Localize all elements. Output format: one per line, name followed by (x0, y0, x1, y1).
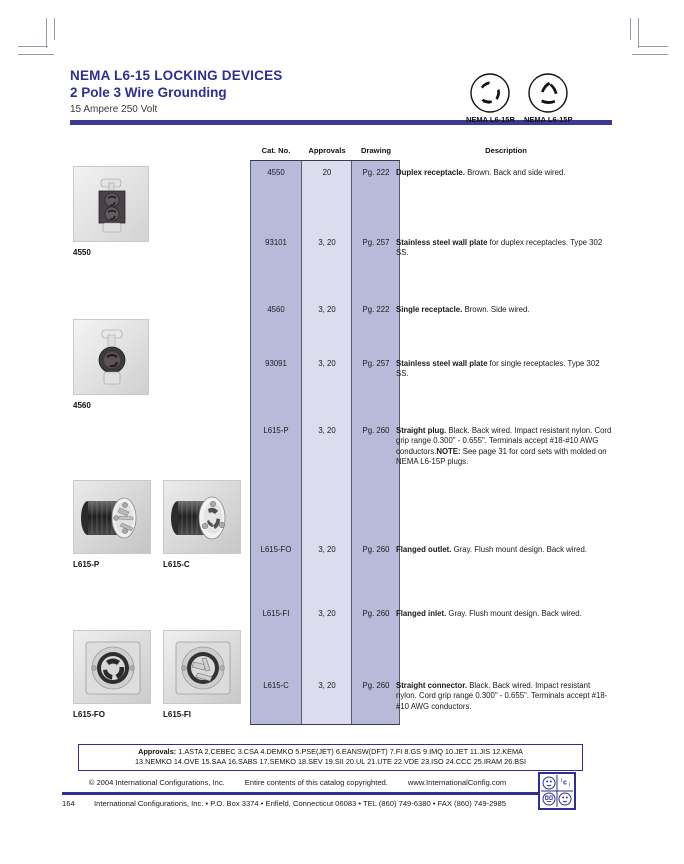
desc-rest: Gray. Flush mount design. Back wired. (451, 545, 587, 554)
nema-symbol-receptacle-label: NEMA L6-15R (466, 115, 515, 124)
approvals-list-1: 1.ASTA 2.CEBEC 3.CSA 4.DEMKO 5.PSE(JET) 6.EANSW(DFT) 7.FI 8.GS 9.IMQ 10.JET 11.JIS 12.KEMA (178, 747, 523, 756)
cell-description (396, 305, 612, 315)
approvals-label: Approvals: (138, 747, 177, 756)
cell-cat-no: L615-FI (262, 609, 290, 618)
photo-caption: L615-P (73, 560, 100, 569)
photo-caption: 4560 (73, 401, 91, 410)
product-photo-pair-flanged (73, 630, 241, 719)
cell-approvals: 3, 20 (318, 426, 336, 435)
address-line: International Configurations, Inc. • P.O. Box 3374 • Enfield, Connecticut 06083 • TEL (860) 749-6380 • FAX (860) 749-2985 (94, 799, 506, 808)
product-photo-l615-fo (73, 630, 151, 719)
desc-bold: Straight plug. (396, 426, 447, 435)
desc-rest: Black. Back wired. Impact resistant nylon. Cord grip range 0.300" - 0.655". Terminals accept #18-#10 AWG conductors. (396, 426, 612, 456)
product-photo-pair-plug-connector (73, 480, 241, 569)
desc-bold: Stainless steel wall plate (396, 359, 488, 368)
cell-approvals: 3, 20 (318, 359, 336, 368)
website-link[interactable]: www.InternationalConfig.com (407, 778, 507, 787)
nema-symbol-plug-label: NEMA L6-15P (524, 115, 573, 124)
cell-approvals: 20 (322, 168, 332, 177)
page-subtitle: 2 Pole 3 Wire Grounding (70, 85, 227, 100)
cell-cat-no: L615-FO (260, 545, 292, 554)
cell-drawing: Pg. 257 (362, 359, 390, 368)
cell-drawing: Pg. 222 (362, 168, 390, 177)
desc-bold: Duplex receptacle. (396, 168, 465, 177)
photo-caption: 4550 (73, 248, 91, 257)
approvals-line-1 (83, 747, 578, 757)
catalog-note-text: Entire contents of this catalog copyrighted. (244, 778, 388, 787)
nema-symbol-receptacle (466, 72, 514, 124)
desc-bold: Stainless steel wall plate (396, 238, 488, 247)
product-photo-l615-fi (163, 630, 241, 719)
column-header-drawing: Drawing (361, 146, 391, 155)
copyright-text: © 2004 International Configurations, Inc. (88, 778, 225, 787)
cell-approvals: 3, 20 (318, 305, 336, 314)
table-header-row (250, 146, 612, 160)
cell-cat-no: L615-P (263, 426, 289, 435)
svg-text:I: I (561, 778, 563, 784)
nema-symbol-plug (524, 72, 572, 124)
cell-drawing: Pg. 257 (362, 238, 390, 247)
locking-receptacle-face-icon (469, 72, 511, 114)
footer-divider-rule (62, 792, 538, 795)
copyright-line (70, 778, 525, 787)
cell-drawing: Pg. 260 (362, 426, 390, 435)
cell-description (396, 238, 612, 259)
cell-approvals: 3, 20 (318, 545, 336, 554)
desc-rest: Black. Back wired. Impact resistant nylon. Cord grip range 0.300" - 0.655". Terminals accept #18-#10 AWG conductors. (396, 681, 608, 711)
cell-description (396, 426, 612, 468)
cell-drawing: Pg. 260 (362, 545, 390, 554)
svg-text:I: I (569, 782, 571, 789)
nema-symbol-group (466, 72, 572, 124)
svg-text:c: c (563, 779, 567, 787)
flanged-inlet-photo (163, 630, 241, 704)
photo-caption: L615-FI (163, 710, 192, 719)
page-title: NEMA L6-15 LOCKING DEVICES (70, 68, 283, 83)
desc-rest: Gray. Flush mount design. Back wired. (446, 609, 582, 618)
ul-csa-certification-mark-icon (538, 772, 576, 810)
desc-bold: Flanged outlet. (396, 545, 452, 554)
product-photo-l615-c (163, 480, 241, 569)
cell-description (396, 545, 612, 555)
duplex-receptacle-photo (73, 166, 149, 242)
cell-cat-no: 4560 (267, 305, 285, 314)
cell-drawing: Pg. 260 (362, 681, 390, 690)
page-header (70, 68, 282, 117)
cell-cat-no: 93101 (265, 238, 287, 247)
desc-note-bold: NOTE: (436, 446, 461, 456)
product-photo-4560 (73, 319, 149, 410)
column-header-cat-no: Cat. No. (261, 146, 291, 155)
column-header-description: Description (485, 146, 527, 155)
page-rating: 15 Ampere 250 Volt (70, 104, 158, 115)
approvals-legend-box (78, 744, 583, 771)
cell-approvals: 3, 20 (318, 238, 336, 247)
cell-cat-no: 93091 (265, 359, 287, 368)
single-receptacle-photo (73, 319, 149, 395)
desc-bold: Straight connector. (396, 681, 468, 690)
cell-drawing: Pg. 222 (362, 305, 390, 314)
cell-cat-no: L615-C (263, 681, 289, 690)
page-number: 164 (62, 799, 75, 808)
desc-rest: Brown. Side wired. (462, 305, 530, 314)
cell-approvals: 3, 20 (318, 681, 336, 690)
cell-cat-no: 4550 (267, 168, 285, 177)
column-header-approvals: Approvals (308, 146, 346, 155)
cell-approvals: 3, 20 (318, 609, 336, 618)
desc-rest: Brown. Back and side wired. (464, 168, 566, 177)
desc-rest: for duplex receptacles. Type 302 SS. (396, 238, 603, 258)
product-photo-4550 (73, 166, 149, 257)
cell-description (396, 359, 612, 380)
desc-bold: Flanged inlet. (396, 609, 447, 618)
table-bottom-rule (250, 724, 400, 725)
desc-bold: Single receptacle. (396, 305, 463, 314)
cell-drawing: Pg. 260 (362, 609, 390, 618)
flanged-outlet-photo (73, 630, 151, 704)
cell-description (396, 168, 612, 178)
desc-rest: for single receptacles. Type 302 SS. (396, 359, 600, 379)
cell-description (396, 681, 612, 712)
locking-plug-face-icon (527, 72, 569, 114)
table-top-rule (250, 160, 400, 161)
photo-caption: L615-C (163, 560, 190, 569)
straight-plug-photo (73, 480, 151, 554)
photo-caption: L615-FO (73, 710, 106, 719)
straight-connector-photo (163, 480, 241, 554)
desc-note-rest: See page 31 for cord sets with molded on NEMA L6-15P plugs. (396, 446, 607, 467)
product-table (250, 160, 612, 725)
approvals-line-2: 13.NEMKO 14.OVE 15.SAA 16.SABS 17.SEMKO 18.SEV 19.SII 20.UL 21.UTE 22.VDE 23.ISO 24.CCC 25.IRAM 26.BSI (134, 757, 527, 766)
cell-description (396, 609, 612, 619)
product-photo-l615-p (73, 480, 151, 569)
